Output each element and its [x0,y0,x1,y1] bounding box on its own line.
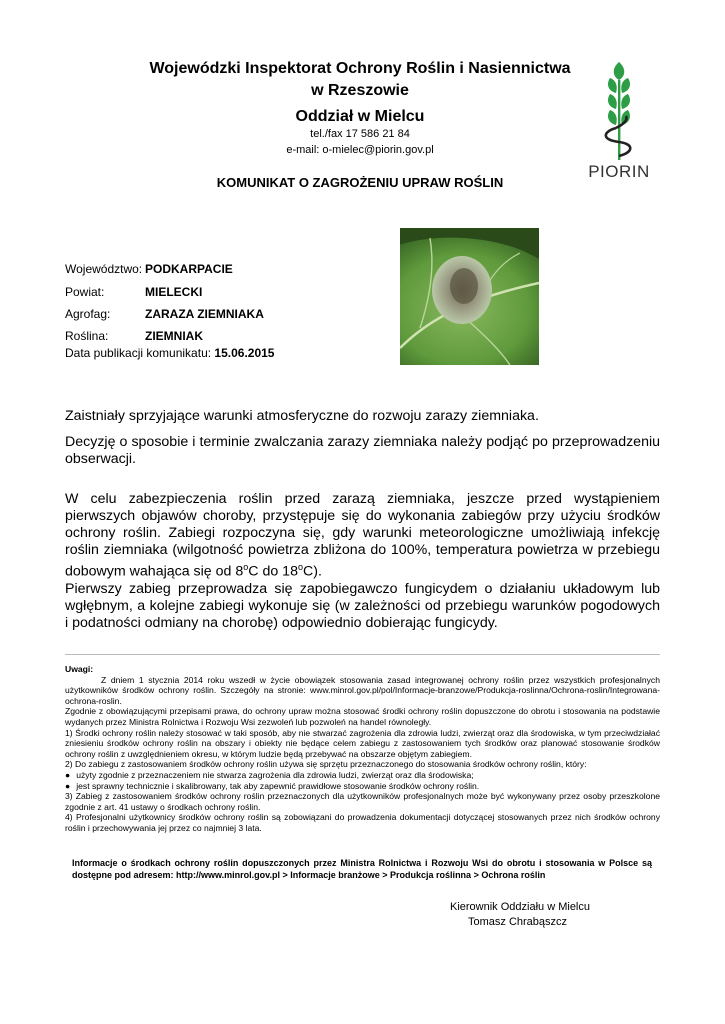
publication-label: Data publikacji komunikatu: [65,346,212,360]
signature-name: Tomasz Chrabąszcz [468,916,568,928]
header-contact [160,126,560,158]
info-label: Województwo: [65,262,143,276]
note-2: 2) Do zabiegu z zastosowaniem środków ochrony roślin używa się sprzętu przeznaczonego do stosowania środków ochrony roślin, który: [65,759,587,770]
info-row-voivodeship [65,262,233,276]
degree-symbol: o [243,562,249,572]
note-integrated-protection: Z dniem 1 stycznia 2014 roku wszedł w życie obowiązek stosowania zasad integrowanej ochrony roślin przez wszystkich profesjonalnych użytkowników środków ochrony roślin. Szczegóły na stronie: www.minrol.gov.pl/pol/Informacje-branzowe/Produkcja-roslinna/Ochrona-roslin/Integrowana-ochrona-roslin. [65,674,660,706]
publication-date: 15.06.2015 [214,346,275,360]
note-approved-products: Zgodnie z obowiązującymi przepisami prawa, do ochrony upraw można stosować środki ochrony roślin dopuszczone do obrotu i stosowania na podstawie wydanych przez Ministra Rolnictwa i Rozwoju Wsi zezwoleń lub pozwoleń na handel równoległy. [65,706,660,727]
page-title: KOMUNIKAT O ZAGROŻENIU UPRAW ROŚLIN [216,175,504,190]
note-bullet-1: ● użyty zgodnie z przeznaczeniem nie stwarza zagrożenia dla zdrowia ludzi, zwierząt oraz dla środowiska; [65,770,660,781]
header-line-2: w Rzeszowie [311,82,409,99]
header-institution [100,58,620,128]
info-label: Powiat: [65,285,105,299]
info-row-pest [65,307,264,321]
info-value: ZIEMNIAK [145,329,203,343]
wheat-caduceus-logo-icon [588,58,650,162]
note-bullet-2: ● jest sprawny technicznie i skalibrowany, tak aby zapewnić prawidłowe stosowanie środków ochrony roślin. [65,781,660,792]
info-label: Agrofag: [65,307,111,321]
header-line-1: Wojewódzki Inspektorat Ochrony Roślin i Nasiennictwa [149,60,571,77]
announcement-body [65,408,660,632]
notes-title: Uwagi: [65,664,94,674]
late-blight-potato-leaf-photo-icon [400,228,539,365]
body-paragraph-3-mid: C do 18 [248,563,298,580]
notes-section [65,664,660,834]
degree-symbol: o [297,562,303,572]
late-blight-leaf-photo [400,228,539,365]
contact-phone: tel./fax 17 586 21 84 [310,128,410,140]
signature-role: Kierownik Oddziału w Mielcu [450,901,590,913]
body-paragraph-3-end: C). [302,563,322,580]
body-paragraph-3-text: W celu zabezpieczenia roślin przed zarazą ziemniaka, jeszcze przed wystąpieniem pierwszych objawów choroby, przystępuje się do wykonania zabiegów przy użyciu środków ochrony roślin. Zabiegi rozpoczyna się, gdy warunki meteorologiczne umożliwiają infekcję roślin ziemniaka (wilgotność powietrza zbliżona do 100%, temperatura powietrza w przebiegu dobowym wahająca się od 8 [65,491,660,580]
info-row-plant [65,329,203,343]
info-value: MIELECKI [145,285,203,299]
header-line-3: Oddział w Mielcu [295,108,425,125]
info-row-publication-date [65,346,274,360]
info-label: Roślina: [65,329,109,343]
piorin-logo [588,58,650,186]
note-3: 3) Zabieg z zastosowaniem środków ochrony roślin przeznaczonych dla użytkowników profesjonalnych może być wykonywany przez osoby przeszkolone zgodnie z art. 41 ustawy o środkach ochrony roślin. [65,791,660,812]
info-value: PODKARPACIE [145,262,233,276]
note-4: 4) Profesjonalni użytkownicy środków ochrony roślin są zobowiązani do prowadzenia dokumentacji dotyczącej stosowanych przez nich środków ochrony roślin i przechowywania jej przez co najmniej 3 lata. [65,812,660,833]
divider [65,654,660,655]
logo-text: PIORIN [588,162,650,181]
info-row-county [65,285,202,299]
body-paragraph-1: Zaistniały sprzyjające warunki atmosferyczne do rozwoju zarazy ziemniaka. [65,408,539,424]
body-paragraph-2: Decyzję o sposobie i terminie zwalczania zarazy ziemniaka należy podjąć po przeprowadzeniu obserwacji. [65,434,660,467]
signature-block [450,900,650,930]
body-paragraph-3 [65,491,660,581]
body-paragraph-4: Pierwszy zabieg przeprowadza się zapobiegawczo fungicydem o działaniu układowym lub wgłębnym, a kolejne zabiegi wykonuje się (w zależności od przebiegu warunków pogodowych i podatności odmiany na chorobę) odpowiednio dobierając fungicydy. [65,580,660,631]
info-value: ZARAZA ZIEMNIAKA [145,307,264,321]
product-info-note: Informacje o środkach ochrony roślin dopuszczonych przez Ministra Rolnictwa i Rozwoju Wsi do obrotu i stosowania w Polsce są dostępne pod adresem: http://www.minrol.gov.pl > Informacje branżowe > Produkcja roślinna > Ochrona roślin [72,858,652,880]
contact-email: e-mail: o-mielec@piorin.gov.pl [286,144,434,156]
note-1: 1) Środki ochrony roślin należy stosować w taki sposób, aby nie stwarzać zagrożenia dla zdrowia ludzi, zwierząt oraz dla środowiska, w tym przeciwdziałać zniesieniu środków ochrony roślin na obszary i obiekty nie będące celem zabiegu z zastosowaniem tych środków oraz planować stosowanie środków ochrony roślin z uwzględnieniem okresu, w którym ludzie będą przebywać na obszarze objętym zabiegiem. [65,727,660,759]
